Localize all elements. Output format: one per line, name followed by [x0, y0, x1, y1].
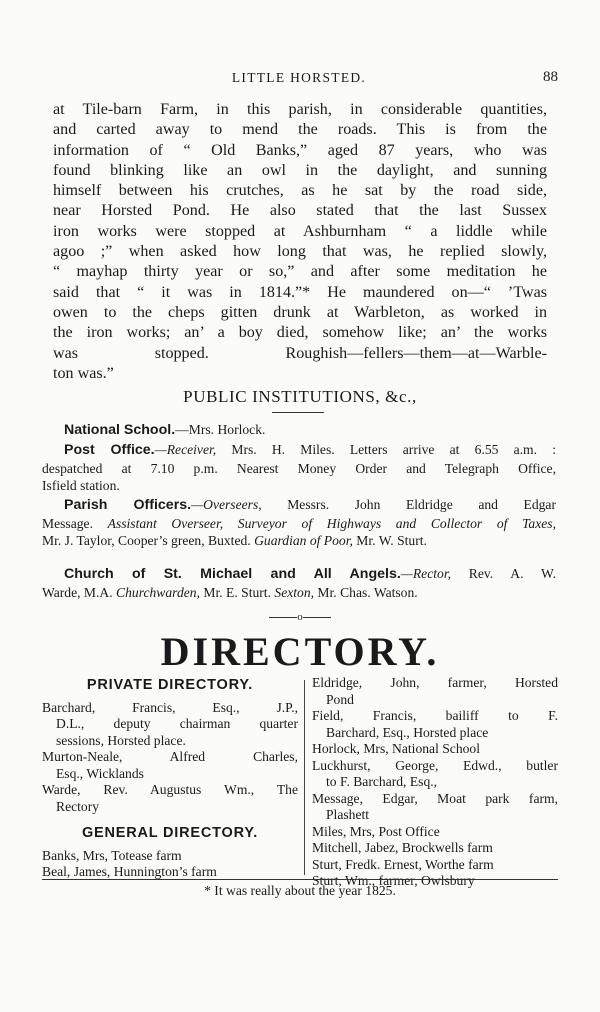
- paragraph-line: himself between his crutches, as he sat by the road side,: [53, 182, 547, 200]
- institution-church: Church of St. Michael and All Angels.—Rector, Rev. A. W. Warde, M.A. Churchwarden, Mr. E. Sturt. Sexton, Mr. Chas. Watson.: [42, 566, 556, 600]
- paragraph-line: near Horsted Pond. He also stated that the last Sussex: [53, 202, 547, 220]
- list-item: Murton-Neale, Alfred Charles, Esq., Wicklands: [42, 749, 298, 781]
- paragraph-line: said that “ it was in 1814.”* He maundered on—“ ’Twas: [53, 283, 547, 301]
- paragraph-line: agoo ;” when asked how long that was, he replied slowly,: [53, 243, 547, 261]
- list-item: Warde, Rev. Augustus Wm., The Rectory: [42, 782, 298, 814]
- paragraph-line: “ mayhap thirty year or so,” and after some meditation he: [53, 263, 547, 281]
- paragraph-line: was stopped. Roughish—fellers—them—at—Warble-: [53, 344, 547, 362]
- list-item: Banks, Mrs, Totease farm: [42, 847, 182, 863]
- list-item: Eldridge, John, farmer, Horsted Pond: [312, 675, 558, 707]
- paragraph-line: ton was.”: [53, 364, 114, 382]
- institution-national-school: National School.—Mrs. Horlock.: [64, 422, 266, 438]
- institution-parish-officers: Parish Officers.—Overseers, Messrs. John Eldridge and Edgar Message. Assistant Overseer, Surveyor of Highways and Collector of Taxes, Mr. J. Taylor, Cooper’s green, Buxted. Guardian of Poor, Mr. W. Sturt.: [42, 497, 556, 548]
- left-directory-column: [42, 675, 298, 881]
- section-title: PUBLIC INSTITUTIONS, &c.,: [183, 387, 417, 406]
- list-item: Sturt, Wm., farmer, Owlsbury: [312, 873, 475, 888]
- institution-name: Parish Officers.: [64, 497, 192, 513]
- running-header: [40, 70, 558, 90]
- list-item: Luckhurst, George, Edwd., butler to F. Barchard, Esq.,: [312, 757, 558, 789]
- list-item: Barchard, Francis, Esq., J.P., D.L., deputy chairman quarter sessions, Horsted place.: [42, 699, 298, 748]
- institution-name: National School.: [64, 422, 176, 438]
- column-divider: [304, 680, 305, 875]
- institution-name: Church of St. Michael and All Angels.: [64, 566, 401, 582]
- list-item: Message, Edgar, Moat park farm, Plashett: [312, 790, 558, 822]
- list-item: Horlock, Mrs, National School: [312, 741, 481, 756]
- separator-glyph: o: [297, 611, 303, 623]
- title-underline: [272, 412, 324, 413]
- body-paragraph: [53, 100, 547, 384]
- paragraph-line: the iron works; an’ a boy died, somehow like; an’ the works: [53, 324, 547, 342]
- general-directory-heading: GENERAL DIRECTORY.: [81, 825, 259, 841]
- list-item: Miles, Mrs, Post Office: [312, 823, 440, 839]
- list-item: Beal, James, Hunnington’s farm: [42, 864, 217, 879]
- footnote: * It was really about the year 1825.: [204, 883, 396, 898]
- directory-heading: DIRECTORY.: [160, 629, 440, 674]
- list-item: Sturt, Fredk. Ernest, Worthe farm: [312, 856, 494, 872]
- footnote-rule: [42, 879, 558, 880]
- right-directory-column: [312, 675, 558, 890]
- paragraph-line: iron works were stopped at Ashburnham “ a liddle while: [53, 222, 547, 240]
- page-number: 88: [543, 69, 558, 85]
- paragraph-line: information of “ Old Banks,” aged 87 years, who was: [53, 141, 547, 159]
- paragraph-line: at Tile-barn Farm, in this parish, in considerable quantities,: [53, 101, 547, 118]
- running-title: LITTLE HORSTED.: [231, 70, 367, 85]
- institution-post-office: Post Office.—Receiver, Mrs. H. Miles. Letters arrive at 6.55 a.m. : despatched at 7.10 p.m. Nearest Money Order and Telegraph Office, Isfield station.: [42, 442, 556, 493]
- list-item: Field, Francis, bailiff to F. Barchard, Esq., Horsted place: [312, 708, 558, 740]
- paragraph-line: owen to the cheps gitten drunk at Warbleton, as worked in: [53, 303, 547, 321]
- institution-name: Post Office.: [64, 442, 155, 458]
- ornamental-separator: [0, 611, 600, 623]
- paragraph-line: found blinking like an owl in the daylight, and sunning: [53, 161, 547, 179]
- paragraph-line: and carted away to mend the roads. This is from the: [53, 121, 547, 139]
- private-directory-heading: PRIVATE DIRECTORY.: [86, 677, 254, 693]
- list-item: Mitchell, Jabez, Brockwells farm: [312, 840, 493, 855]
